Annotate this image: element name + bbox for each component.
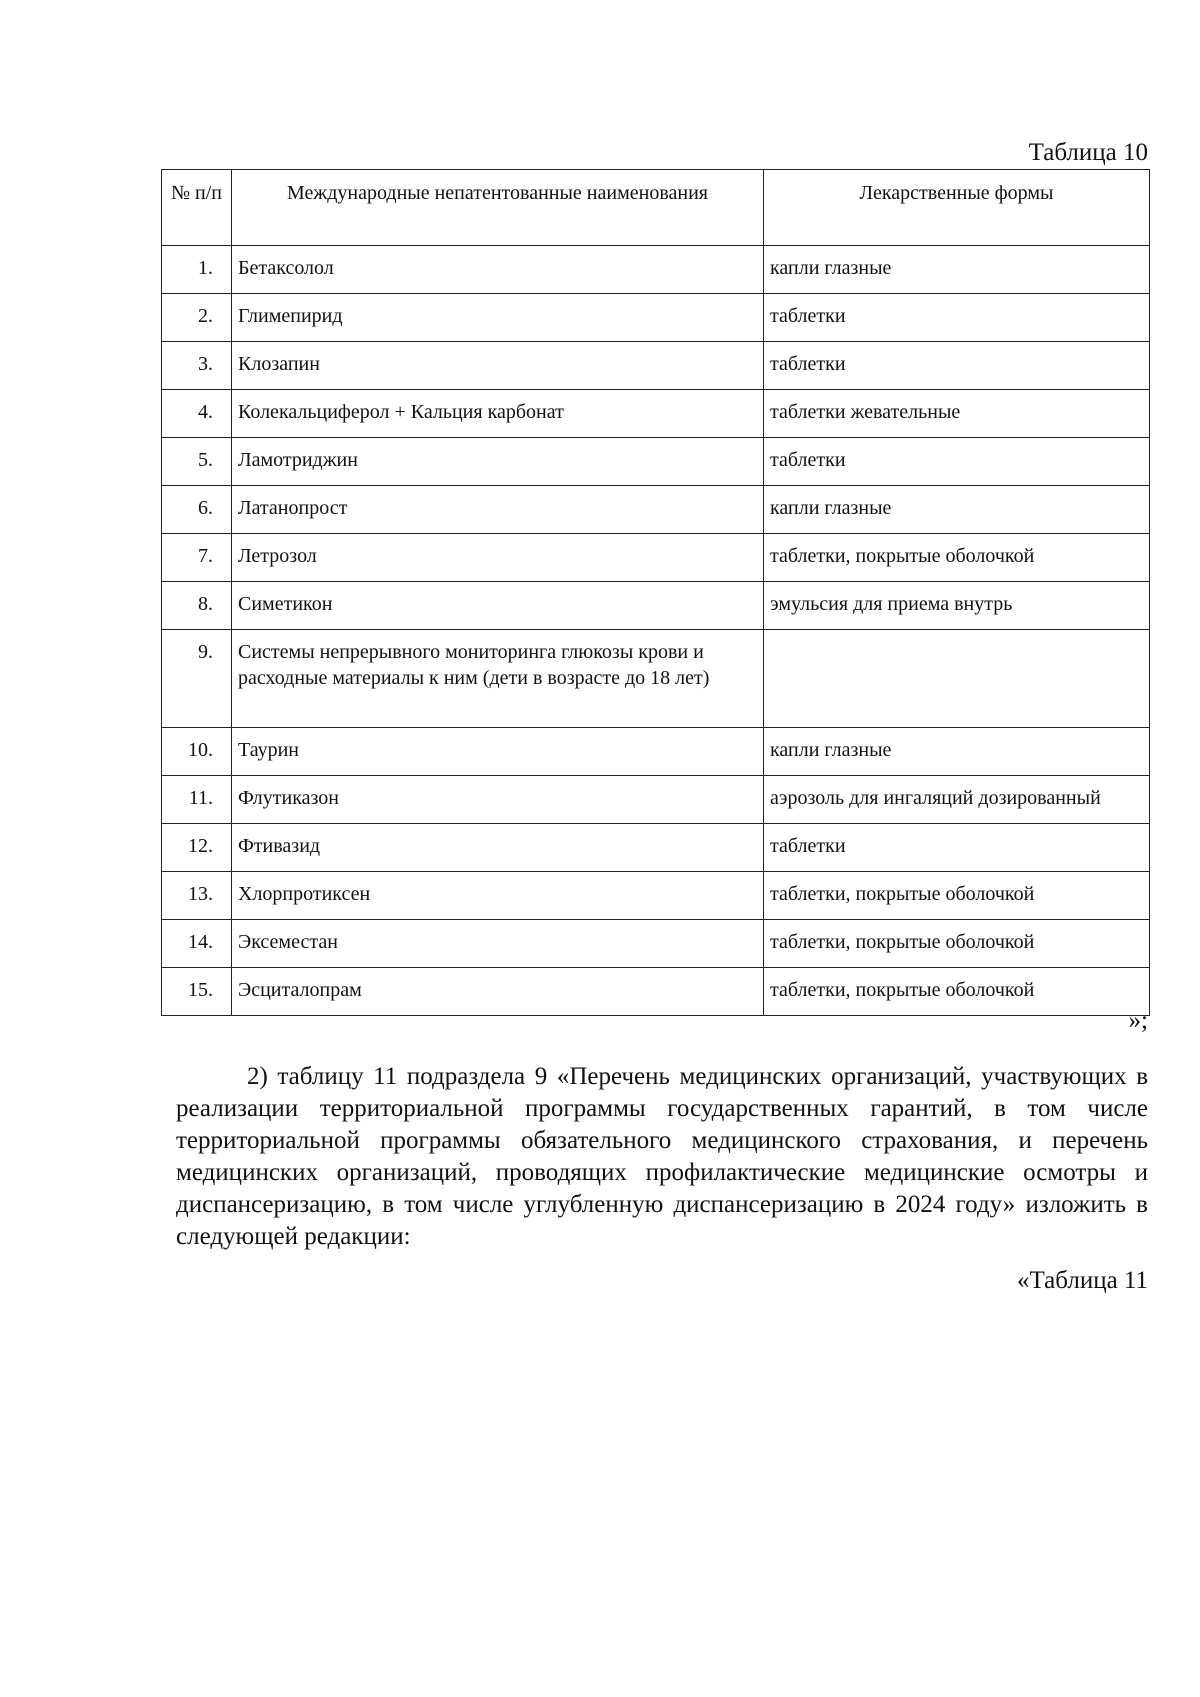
row-name: Системы непрерывного мониторинга глюкозы крови и расходные материалы к ним (дети в возрасте до 18 лет) bbox=[232, 630, 764, 728]
table-row bbox=[162, 294, 1150, 342]
row-form: таблетки bbox=[764, 438, 1150, 486]
table-row bbox=[162, 486, 1150, 534]
table-row bbox=[162, 630, 1150, 728]
row-number: 7. bbox=[162, 534, 232, 582]
table-header-row bbox=[162, 170, 1150, 246]
row-number: 9. bbox=[162, 630, 232, 728]
header-name: Международные непатентованные наименования bbox=[232, 170, 764, 246]
row-name: Таурин bbox=[232, 728, 764, 776]
table-row bbox=[162, 342, 1150, 390]
row-form: таблетки, покрытые оболочкой bbox=[764, 920, 1150, 968]
row-number: 10. bbox=[162, 728, 232, 776]
row-name: Глимепирид bbox=[232, 294, 764, 342]
row-number: 8. bbox=[162, 582, 232, 630]
body-paragraph: 2) таблицу 11 подраздела 9 «Перечень медицинских организаций, участвующих в реализации территориальной программы государственных гарантий, в том числе территориальной программы обязательного медицинского страхования, и перечень медицинских организаций, проводящих профилактические медицинские осмотры и диспансеризацию, в том числе углубленную диспансеризацию в 2024 году» изложить в следующей редакции: bbox=[176, 1063, 1148, 1250]
row-form: таблетки жевательные bbox=[764, 390, 1150, 438]
row-form: таблетки, покрытые оболочкой bbox=[764, 872, 1150, 920]
header-number: № п/п bbox=[162, 170, 232, 246]
row-form bbox=[764, 630, 1150, 728]
table-row bbox=[162, 920, 1150, 968]
medicines-table bbox=[161, 169, 1150, 1016]
table-row bbox=[162, 872, 1150, 920]
row-form: таблетки, покрытые оболочкой bbox=[764, 968, 1150, 1016]
row-name: Ламотриджин bbox=[232, 438, 764, 486]
row-number: 14. bbox=[162, 920, 232, 968]
row-form: таблетки bbox=[764, 294, 1150, 342]
row-form: таблетки bbox=[764, 824, 1150, 872]
row-name: Бетаксолол bbox=[232, 246, 764, 294]
row-number: 15. bbox=[162, 968, 232, 1016]
row-name: Летрозол bbox=[232, 534, 764, 582]
table-row bbox=[162, 246, 1150, 294]
table-row bbox=[162, 582, 1150, 630]
row-name: Колекальциферол + Кальция карбонат bbox=[232, 390, 764, 438]
row-form: капли глазные bbox=[764, 728, 1150, 776]
row-number: 2. bbox=[162, 294, 232, 342]
row-name: Хлорпротиксен bbox=[232, 872, 764, 920]
row-number: 6. bbox=[162, 486, 232, 534]
row-name: Эсциталопрам bbox=[232, 968, 764, 1016]
row-form: эмульсия для приема внутрь bbox=[764, 582, 1150, 630]
table-row bbox=[162, 824, 1150, 872]
row-form: таблетки, покрытые оболочкой bbox=[764, 534, 1150, 582]
row-form: аэрозоль для ингаляций дозированный bbox=[764, 776, 1150, 824]
row-form: капли глазные bbox=[764, 246, 1150, 294]
table-row bbox=[162, 968, 1150, 1016]
row-number: 11. bbox=[162, 776, 232, 824]
table-row bbox=[162, 438, 1150, 486]
row-number: 5. bbox=[162, 438, 232, 486]
closing-quote: »; bbox=[1128, 1007, 1148, 1034]
row-name: Эксеместан bbox=[232, 920, 764, 968]
next-table-caption: «Таблица 11 bbox=[1017, 1267, 1148, 1294]
row-number: 3. bbox=[162, 342, 232, 390]
row-form: капли глазные bbox=[764, 486, 1150, 534]
row-name: Клозапин bbox=[232, 342, 764, 390]
row-number: 4. bbox=[162, 390, 232, 438]
row-name: Латанопрост bbox=[232, 486, 764, 534]
row-form: таблетки bbox=[764, 342, 1150, 390]
header-form: Лекарственные формы bbox=[764, 170, 1150, 246]
row-number: 13. bbox=[162, 872, 232, 920]
table-row bbox=[162, 776, 1150, 824]
row-name: Симетикон bbox=[232, 582, 764, 630]
table-row bbox=[162, 728, 1150, 776]
table-row bbox=[162, 390, 1150, 438]
row-name: Флутиказон bbox=[232, 776, 764, 824]
table-caption: Таблица 10 bbox=[1028, 139, 1148, 166]
row-number: 12. bbox=[162, 824, 232, 872]
row-number: 1. bbox=[162, 246, 232, 294]
table-row bbox=[162, 534, 1150, 582]
row-name: Фтивазид bbox=[232, 824, 764, 872]
